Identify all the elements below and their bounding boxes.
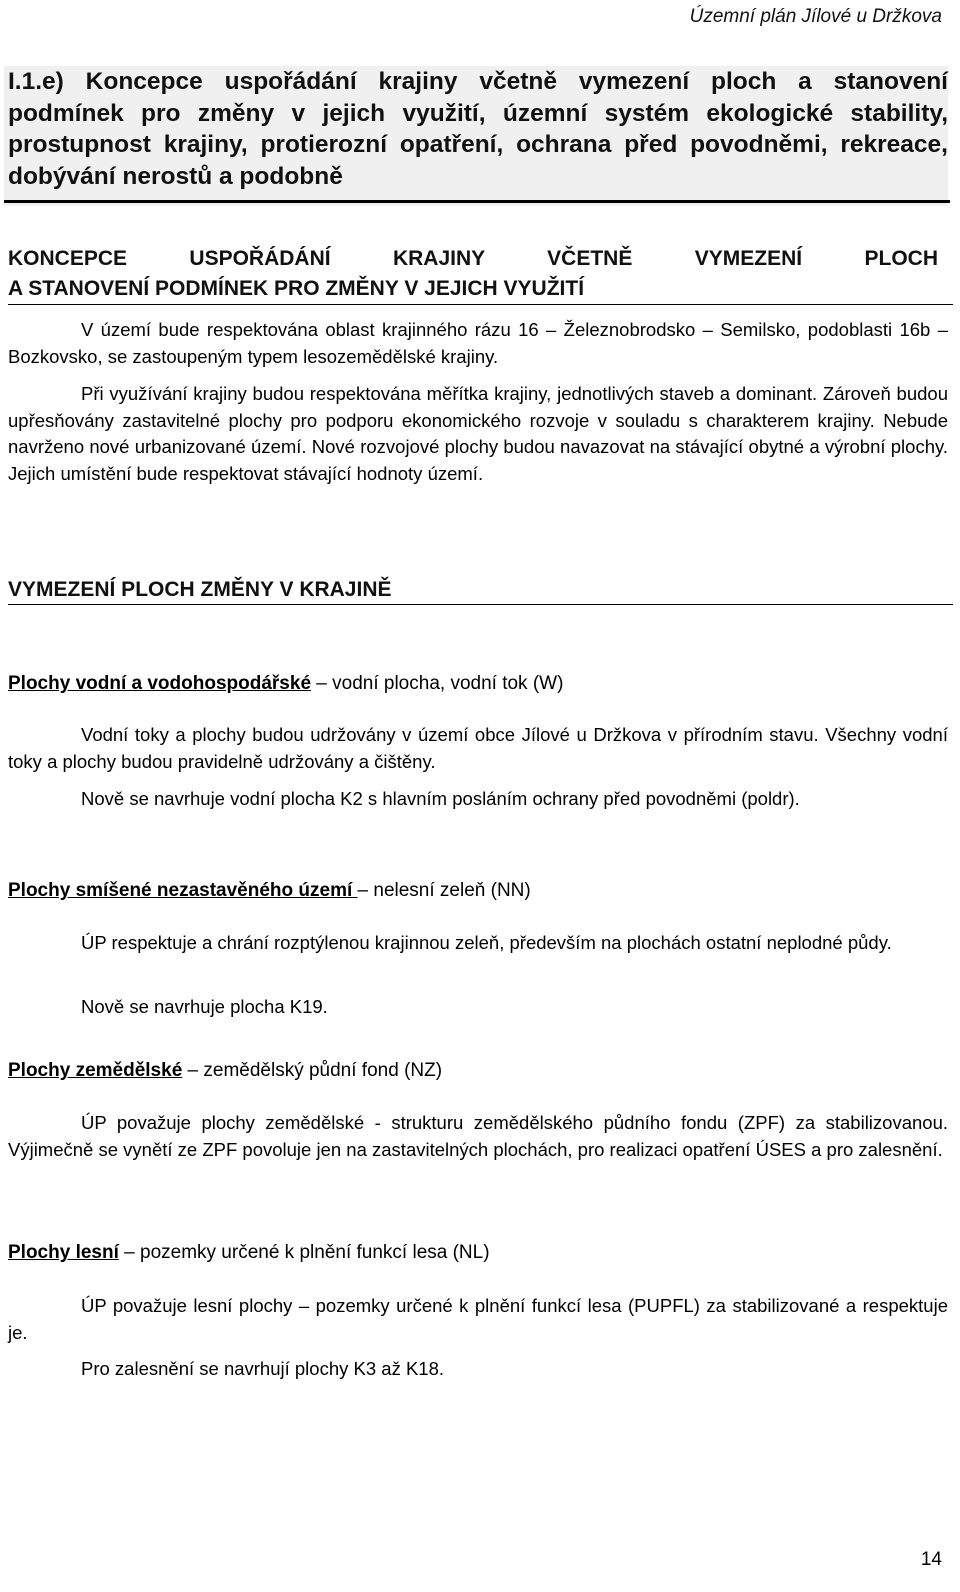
agri-title: Plochy zemědělské — [8, 1060, 183, 1081]
water-desc: – vodní plocha, vodní tok (W) — [311, 673, 564, 694]
forest-title: Plochy lesní — [8, 1242, 119, 1263]
water-paragraph-2: Nově se navrhuje vodní plocha K2 s hlavním posláním ochrany před povodněmi (poldr). — [81, 788, 800, 809]
mixed-desc: – nelesní zeleň (NN) — [357, 880, 531, 901]
concept-paragraph-2: Při využívání krajiny budou respektována měřítka krajiny, jednotlivých staveb a dominant. Zároveň budou upřesňovány zastavitelné plochy pro podporu ekonomického rozvoje v souladu s charakterem krajiny. Nebude navrženo nové urbanizované území. Nové rozvojové plochy budou navazovat na stávající obytné a výrobní plochy. Jejich umístění bude respektovat stávající hodnoty území. — [8, 383, 948, 485]
section-heading-rule — [8, 304, 953, 305]
forest-heading — [8, 1242, 490, 1264]
chapter-title: I.1.e) Koncepce uspořádání krajiny včetně vymezení ploch a stanovení podmínek pro změny v jejich využití, územní systém ekologické stability, prostupnost krajiny, protierozní opatření, ochrana před povodněmi, rekreace, dobývání nerostů a podobně — [8, 68, 948, 190]
mixed-heading — [8, 880, 531, 902]
section-heading-concept-line1: KONCEPCE USPOŘÁDÁNÍ KRAJINY VČETNĚ VYMEZENÍ PLOCH — [8, 247, 938, 270]
forest-paragraph-2: Pro zalesnění se navrhují plochy K3 až K18. — [81, 1358, 445, 1379]
water-title: Plochy vodní a vodohospodářské — [8, 673, 312, 694]
agri-paragraph-1: ÚP považuje plochy zemědělské - strukturu zemědělského půdního fondu (ZPF) za stabilizovanou. Výjimečně se vynětí ze ZPF povoluje jen na zastavitelných plochách, pro realizaci opatření ÚSES a pro zalesnění. — [8, 1112, 948, 1160]
section-heading-rule — [8, 604, 953, 605]
water-paragraph-1: Vodní toky a plochy budou udržovány v území obce Jílové u Držkova v přírodním stavu. Všechny vodní toky a plochy budou pravidelně udržovány a čištěny. — [8, 724, 948, 772]
section-heading-changes: VYMEZENÍ PLOCH ZMĚNY V KRAJINĚ — [8, 578, 392, 601]
running-head: Územní plán Jílové u Držkova — [689, 6, 942, 27]
page-number: 14 — [920, 1549, 942, 1570]
chapter-title-rule — [4, 200, 950, 203]
section-heading-concept-line2: A STANOVENÍ PODMÍNEK PRO ZMĚNY V JEJICH VYUŽITÍ — [8, 277, 585, 300]
forest-paragraph-1: ÚP považuje lesní plochy – pozemky určené k plnění funkcí lesa (PUPFL) za stabilizované a respektuje je. — [8, 1295, 948, 1343]
mixed-paragraph-1: ÚP respektuje a chrání rozptýlenou krajinnou zeleň, především na plochách ostatní neplodné půdy. — [81, 932, 892, 953]
agri-heading — [8, 1060, 442, 1082]
agri-desc: – zemědělský půdní fond (NZ) — [182, 1060, 443, 1081]
water-heading — [8, 673, 563, 695]
forest-desc: – pozemky určené k plnění funkcí lesa (NL) — [118, 1242, 490, 1263]
mixed-paragraph-2: Nově se navrhuje plocha K19. — [81, 996, 328, 1017]
concept-paragraph-1: V území bude respektována oblast krajinného rázu 16 – Železnobrodsko – Semilsko, podoblasti 16b – Bozkovsko, se zastoupeným typem lesozemědělské krajiny. — [8, 319, 948, 367]
mixed-title: Plochy smíšené nezastavěného území — [8, 880, 358, 901]
